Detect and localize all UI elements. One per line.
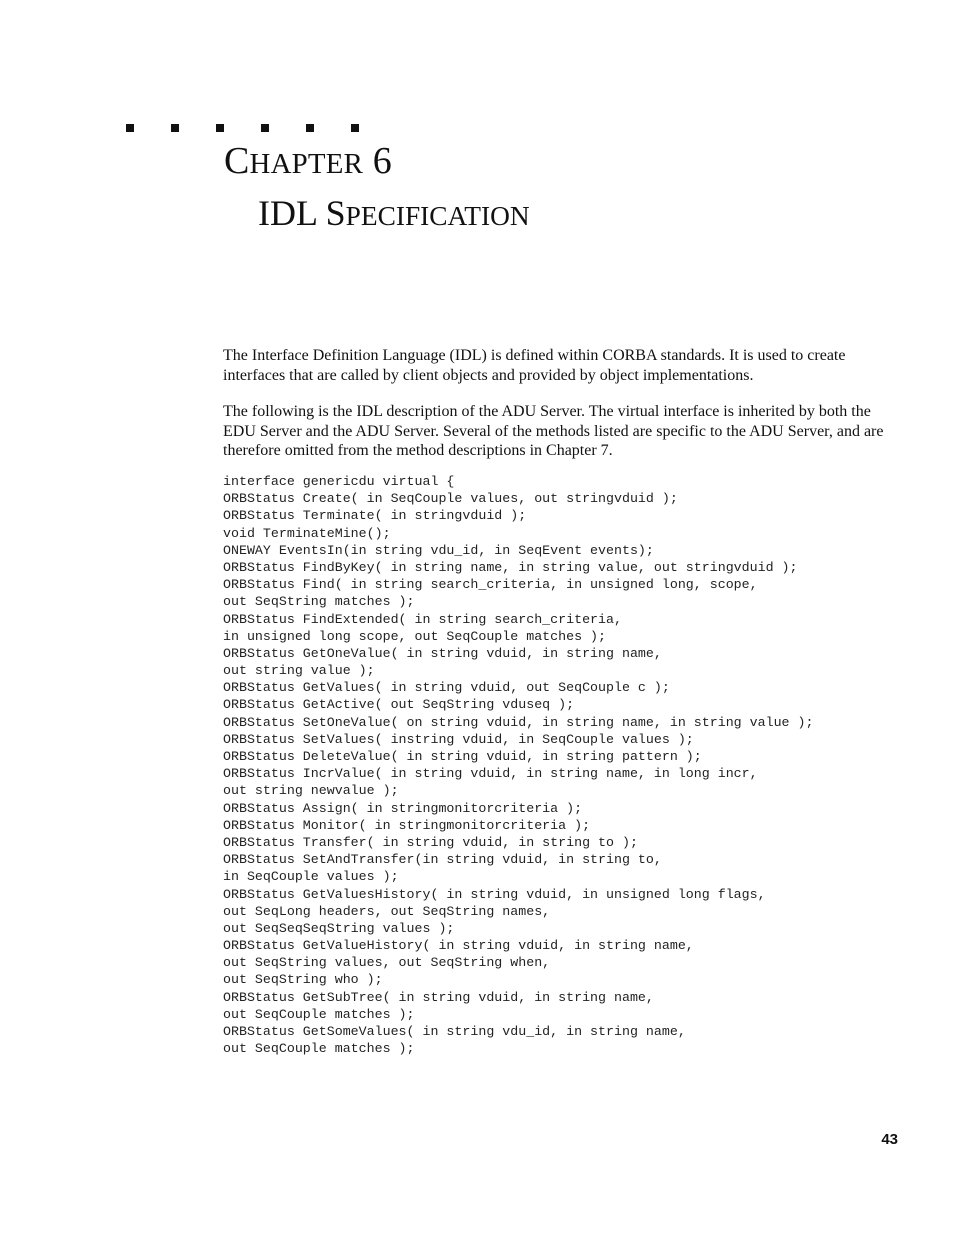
code-line: ORBStatus GetValuesHistory( in string vduid, in unsigned long flags, bbox=[223, 886, 766, 902]
code-line: ORBStatus FindExtended( in string search_criteria, bbox=[223, 611, 622, 627]
code-line: ORBStatus Create( in SeqCouple values, out stringvduid ); bbox=[223, 491, 678, 507]
marker-dot bbox=[171, 124, 179, 132]
code-line: out SeqSeqSeqString values ); bbox=[223, 920, 455, 936]
code-line: ORBStatus GetValues( in string vduid, out SeqCouple c ); bbox=[223, 680, 670, 696]
marker-dot bbox=[306, 124, 314, 132]
code-line: ORBStatus GetSomeValues( in string vdu_id, in string name, bbox=[223, 1024, 686, 1039]
subtitle-rest: PECIFICATION bbox=[345, 201, 530, 231]
code-line: ORBStatus GetActive( out SeqString vduseq ); bbox=[223, 697, 575, 713]
code-line: ORBStatus DeleteValue( in string vduid, in string pattern ); bbox=[223, 749, 702, 764]
code-line: out string value ); bbox=[223, 663, 375, 679]
code-line: ONEWAY EventsIn(in string vdu_id, in SeqEvent events); bbox=[223, 542, 654, 558]
code-line: ORBStatus Find( in string search_criteria, in unsigned long, scope, bbox=[223, 577, 758, 593]
code-line: interface genericdu virtual { bbox=[223, 474, 455, 489]
code-line: ORBStatus SetValues( instring vduid, in SeqCouple values ); bbox=[223, 731, 694, 747]
code-line: ORBStatus SetOneValue( on string vduid, in string name, in string value ); bbox=[223, 714, 814, 730]
code-line: out SeqString matches ); bbox=[223, 594, 415, 610]
code-line: ORBStatus GetOneValue( in string vduid, in string name, bbox=[223, 645, 662, 661]
code-line: ORBStatus Monitor( in stringmonitorcriteria ); bbox=[223, 817, 591, 833]
code-line: ORBStatus SetAndTransfer(in string vduid, in string to, bbox=[223, 852, 662, 868]
code-line: ORBStatus IncrValue( in string vduid, in string name, in long incr, bbox=[223, 766, 758, 782]
marker-dot bbox=[126, 124, 134, 132]
marker-dot bbox=[261, 124, 269, 132]
code-line: out SeqString who ); bbox=[223, 972, 383, 988]
code-line: ORBStatus GetSubTree( in string vduid, in string name, bbox=[223, 989, 654, 1005]
chapter-subtitle bbox=[258, 190, 530, 239]
intro-paragraph: The Interface Definition Language (IDL) is defined within CORBA standards. It is used to create interfaces that are called by client objects and provided by object implementations. bbox=[223, 347, 846, 384]
marker-dot bbox=[351, 124, 359, 132]
chapter-number: 6 bbox=[372, 140, 392, 182]
code-line: out SeqLong headers, out SeqString names, bbox=[223, 903, 551, 919]
subtitle-initial: IDL S bbox=[258, 193, 346, 233]
code-line: ORBStatus Transfer( in string vduid, in string to ); bbox=[223, 834, 638, 850]
chapter-marker-dots bbox=[126, 124, 366, 133]
code-line: ORBStatus Assign( in stringmonitorcriteria ); bbox=[223, 800, 583, 816]
page-number: 43 bbox=[881, 1131, 898, 1148]
code-line: out SeqString values, out SeqString when, bbox=[223, 955, 551, 971]
idl-code-block bbox=[223, 473, 813, 1057]
description-paragraph: The following is the IDL description of the ADU Server. The virtual interface is inherited by both the EDU Server and the ADU Server. Several of the methods listed are specific to the ADU Server, and are therefore omitted from the method descriptions in Chapter 7. bbox=[223, 403, 884, 459]
code-line: out string newvalue ); bbox=[223, 783, 399, 799]
code-line: in unsigned long scope, out SeqCouple matches ); bbox=[223, 628, 607, 644]
code-line: in SeqCouple values ); bbox=[223, 869, 399, 885]
chapter-label-initial: C bbox=[224, 140, 250, 182]
code-line: ORBStatus Terminate( in stringvduid ); bbox=[223, 508, 527, 524]
chapter-title bbox=[224, 138, 392, 187]
code-line: ORBStatus FindByKey( in string name, in string value, out stringvduid ); bbox=[223, 559, 798, 575]
code-line: out SeqCouple matches ); bbox=[223, 1041, 415, 1057]
marker-dot bbox=[216, 124, 224, 132]
code-line: void TerminateMine(); bbox=[223, 525, 391, 541]
code-line: out SeqCouple matches ); bbox=[223, 1006, 415, 1022]
code-line: ORBStatus GetValueHistory( in string vduid, in string name, bbox=[223, 938, 694, 954]
chapter-label-rest: HAPTER bbox=[249, 148, 364, 180]
